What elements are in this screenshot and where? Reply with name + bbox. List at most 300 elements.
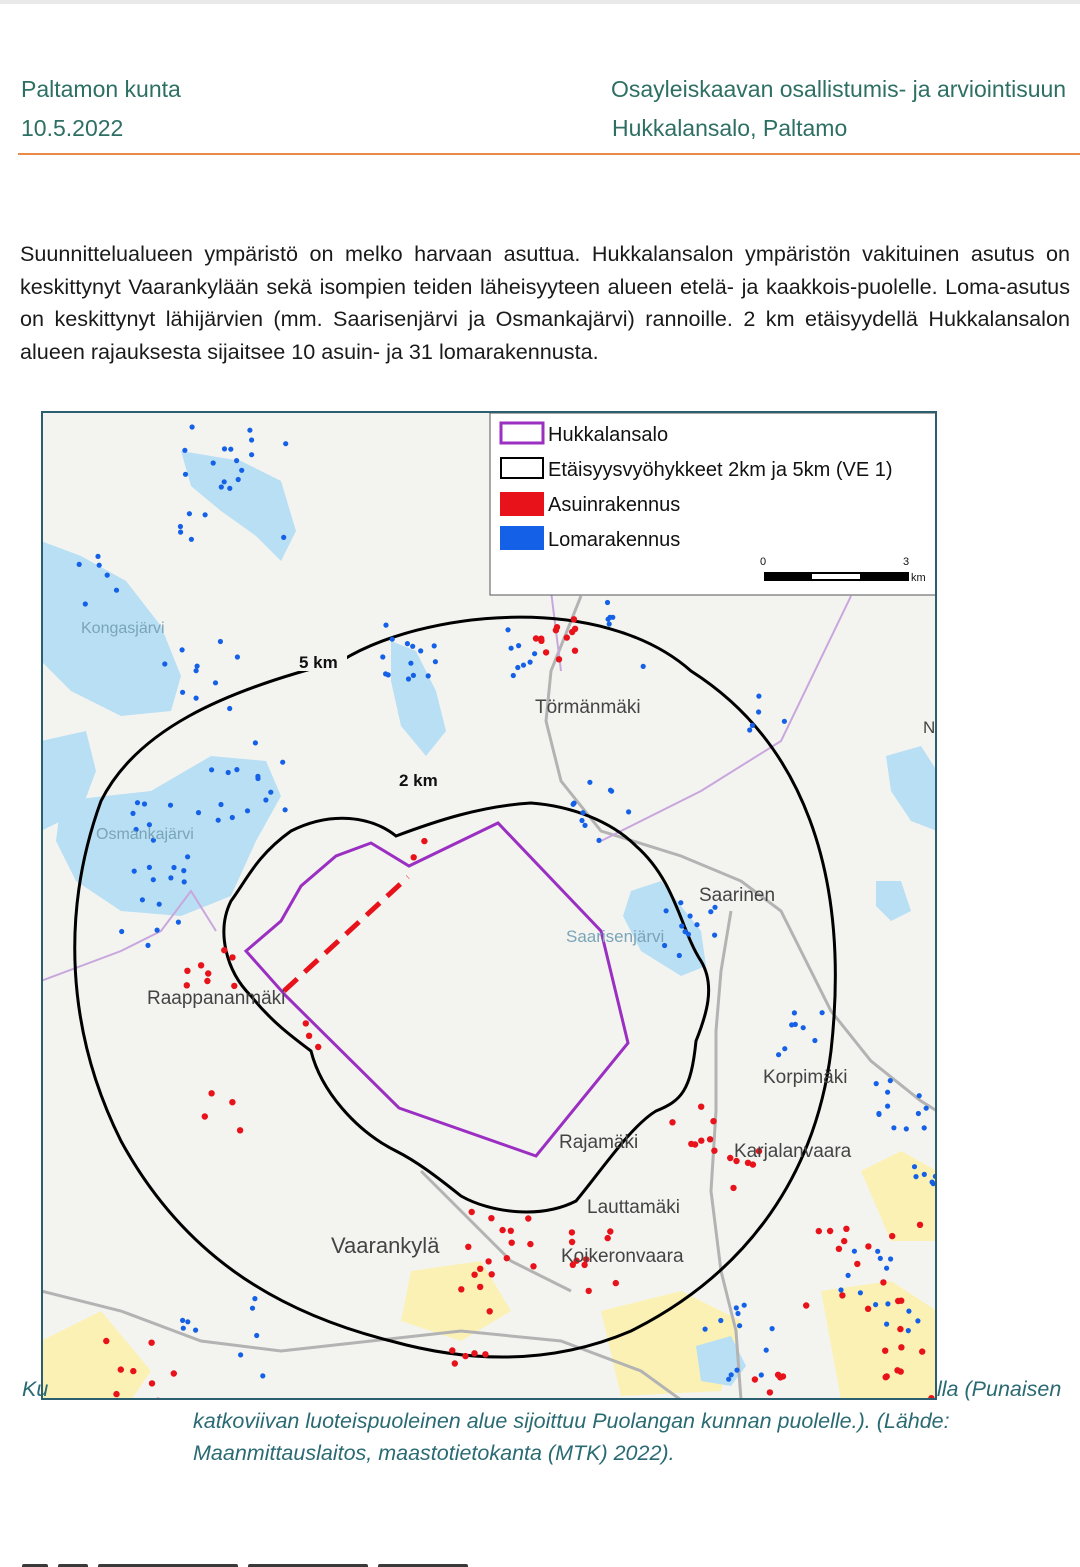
page-top-edge [0, 0, 1080, 4]
holiday-building-dot [260, 1373, 265, 1378]
holiday-building-dot [130, 811, 135, 816]
holiday-building-dot [180, 1318, 185, 1323]
holiday-building-dot [432, 643, 437, 648]
holiday-building-dot [245, 808, 250, 813]
holiday-building-dot [782, 1046, 787, 1051]
holiday-building-dot [268, 790, 273, 795]
holiday-building-dot [587, 780, 592, 785]
residential-building-dot [752, 1376, 758, 1382]
residential-building-dot [727, 1155, 733, 1161]
holiday-building-dot [168, 875, 173, 880]
residential-building-dot [543, 649, 549, 655]
holiday-building-dot [178, 530, 183, 535]
holiday-building-dot [703, 1327, 708, 1332]
holiday-building-dot [770, 1326, 775, 1331]
header-organization: Paltamon kunta [21, 76, 181, 102]
holiday-building-dot [852, 1249, 857, 1254]
holiday-building-dot [694, 922, 699, 927]
residential-building-dot [880, 1279, 886, 1285]
holiday-building-dot [253, 740, 258, 745]
holiday-building-dot [383, 623, 388, 628]
holiday-building-dot [180, 690, 185, 695]
residential-building-dot [865, 1243, 871, 1249]
scale-end: 3 [903, 556, 910, 568]
holiday-building-dot [756, 709, 761, 714]
holiday-building-dot [249, 437, 254, 442]
holiday-building-dot [664, 908, 669, 913]
holiday-building-dot [239, 468, 244, 473]
holiday-building-dot [433, 659, 438, 664]
holiday-building-dot [178, 524, 183, 529]
holiday-building-dot [884, 1322, 889, 1327]
place-raappananmaki: Raappananmäki [147, 988, 286, 1009]
edge-letter: N [923, 718, 936, 737]
holiday-building-dot [718, 1318, 723, 1323]
holiday-building-dot [209, 767, 214, 772]
holiday-building-dot [181, 1326, 186, 1331]
holiday-building-dot [405, 641, 410, 646]
residential-building-dot [171, 1370, 177, 1376]
residential-building-dot [306, 1033, 312, 1039]
header-document-title: Osayleiskaavan osallistumis- ja arviointisuun [611, 76, 1067, 102]
holiday-building-dot [789, 1022, 794, 1027]
scale-start: 0 [760, 556, 767, 568]
residential-building-dot [477, 1266, 483, 1272]
holiday-building-dot [888, 1078, 893, 1083]
holiday-building-dot [155, 928, 160, 933]
holiday-building-dot [252, 1296, 257, 1301]
holiday-building-dot [145, 943, 150, 948]
holiday-building-dot [582, 823, 587, 828]
residential-building-dot [471, 1350, 477, 1356]
holiday-building-dot [521, 663, 526, 668]
holiday-building-dot [904, 1126, 909, 1131]
residential-building-dot [816, 1228, 822, 1234]
zone-label-2km: 2 km [399, 771, 438, 790]
residential-building-dot [489, 1271, 495, 1277]
holiday-building-dot [888, 1256, 893, 1261]
scale-unit: km [911, 572, 926, 584]
residential-building-dot [854, 1261, 860, 1267]
residential-building-dot [898, 1298, 904, 1304]
zone-label-5km: 5 km [299, 653, 338, 672]
holiday-building-dot [238, 1352, 243, 1357]
residential-building-dot [130, 1368, 136, 1374]
residential-building-dot [750, 1161, 756, 1167]
holiday-building-dot [185, 1319, 190, 1324]
legend-label-residential: Asuinrakennus [548, 494, 681, 516]
holiday-building-dot [580, 810, 585, 815]
holiday-building-dot [906, 1328, 911, 1333]
legend-label-hukkalansalo: Hukkalansalo [548, 424, 669, 446]
holiday-building-dot [105, 573, 110, 578]
place-osmankajarvi: Osmankajärvi [96, 826, 194, 843]
residential-building-dot [148, 1340, 154, 1346]
holiday-building-dot [737, 1323, 742, 1328]
holiday-building-dot [114, 588, 119, 593]
residential-building-dot [572, 648, 578, 654]
place-korpimaki: Korpimäki [763, 1067, 848, 1088]
holiday-building-dot [235, 654, 240, 659]
holiday-building-dot [189, 537, 194, 542]
holiday-building-dot [234, 767, 239, 772]
holiday-building-dot [97, 563, 102, 568]
holiday-building-dot [505, 627, 510, 632]
residential-building-dot [767, 1389, 773, 1395]
holiday-building-dot [885, 1090, 890, 1095]
holiday-building-dot [157, 902, 162, 907]
holiday-building-dot [873, 1302, 878, 1307]
holiday-building-dot [95, 554, 100, 559]
place-lauttamaki: Lauttamäki [587, 1197, 680, 1218]
holiday-building-dot [515, 665, 520, 670]
holiday-building-dot [924, 1106, 929, 1111]
holiday-building-dot [922, 1172, 927, 1177]
residential-building-dot [669, 1119, 675, 1125]
residential-building-dot [839, 1292, 845, 1298]
caption-line1-left: Ku [22, 1377, 49, 1401]
residential-building-dot [452, 1360, 458, 1366]
residential-building-dot [458, 1286, 464, 1292]
holiday-building-dot [759, 1372, 764, 1377]
residential-building-dot [525, 1215, 531, 1221]
residential-building-dot [315, 1044, 321, 1050]
holiday-building-dot [712, 933, 717, 938]
holiday-building-dot [930, 1180, 935, 1185]
holiday-building-dot [255, 776, 260, 781]
holiday-building-dot [218, 639, 223, 644]
legend-swatch-residential [500, 492, 544, 516]
holiday-building-dot [801, 1025, 806, 1030]
residential-building-dot [527, 1241, 533, 1247]
holiday-building-dot [729, 1372, 734, 1377]
residential-building-dot [485, 1258, 491, 1264]
holiday-building-dot [607, 621, 612, 626]
holiday-building-dot [410, 644, 415, 649]
holiday-building-dot [249, 452, 254, 457]
holiday-building-dot [135, 800, 140, 805]
place-rajamaki: Rajamäki [559, 1132, 639, 1153]
place-kongasjarvi: Kongasjärvi [81, 620, 165, 637]
holiday-building-dot [386, 672, 391, 677]
residential-building-dot [564, 634, 570, 640]
holiday-building-dot [234, 458, 239, 463]
holiday-building-dot [838, 1287, 843, 1292]
place-tormanmaki: Törmänmäki [535, 697, 641, 718]
residential-building-dot [553, 627, 559, 633]
residential-building-dot [229, 954, 235, 960]
holiday-building-dot [916, 1111, 921, 1116]
holiday-building-dot [820, 1010, 825, 1015]
holiday-building-dot [227, 706, 232, 711]
holiday-building-dot [609, 789, 614, 794]
holiday-building-dot [782, 719, 787, 724]
place-vaarankyla: Vaarankylä [331, 1233, 440, 1258]
holiday-building-dot [688, 913, 693, 918]
residential-building-dot [113, 1391, 119, 1397]
residential-building-dot [898, 1344, 904, 1350]
holiday-building-dot [280, 760, 285, 765]
residential-building-dot [711, 1148, 717, 1154]
residential-building-dot [499, 1227, 505, 1233]
holiday-building-dot [532, 651, 537, 656]
legend-label-zones: Etäisyysvyöhykkeet 2km ja 5km (VE 1) [548, 459, 893, 481]
holiday-building-dot [195, 664, 200, 669]
holiday-building-dot [915, 1318, 920, 1323]
residential-building-dot [698, 1104, 704, 1110]
residential-building-dot [569, 629, 575, 635]
holiday-building-dot [283, 441, 288, 446]
residential-building-dot [303, 1020, 309, 1026]
holiday-building-dot [132, 869, 137, 874]
holiday-building-dot [641, 664, 646, 669]
holiday-building-dot [194, 696, 199, 701]
holiday-building-dot [219, 484, 224, 489]
holiday-building-dot [218, 802, 223, 807]
holiday-building-dot [906, 1309, 911, 1314]
caption-line3: Maanmittauslaitos, maastotietokanta (MTK) 2022). [193, 1441, 675, 1465]
residential-building-dot [803, 1302, 809, 1308]
holiday-building-dot [211, 460, 216, 465]
holiday-building-dot [878, 1256, 883, 1261]
holiday-building-dot [176, 920, 181, 925]
holiday-building-dot [734, 1305, 739, 1310]
holiday-building-dot [875, 1249, 880, 1254]
residential-building-dot [184, 968, 190, 974]
holiday-building-dot [140, 897, 145, 902]
residential-building-dot [897, 1326, 903, 1332]
holiday-building-dot [147, 865, 152, 870]
holiday-building-dot [626, 809, 631, 814]
residential-building-dot [692, 1141, 698, 1147]
residential-building-dot [205, 970, 211, 976]
residential-building-dot [841, 1238, 847, 1244]
residential-building-dot [586, 1288, 592, 1294]
holiday-building-dot [884, 1266, 889, 1271]
holiday-building-dot [228, 447, 233, 452]
holiday-building-dot [726, 1377, 731, 1382]
holiday-building-dot [119, 929, 124, 934]
holiday-building-dot [185, 854, 190, 859]
holiday-building-dot [922, 1125, 927, 1130]
holiday-building-dot [858, 1290, 863, 1295]
holiday-building-dot [183, 472, 188, 477]
holiday-building-dot [764, 1348, 769, 1353]
residential-building-dot [449, 1347, 455, 1353]
holiday-building-dot [254, 1333, 259, 1338]
holiday-building-dot [283, 807, 288, 812]
holiday-building-dot [917, 1093, 922, 1098]
residential-building-dot [533, 635, 539, 641]
residential-building-dot [569, 1229, 575, 1235]
residential-building-dot [237, 1127, 243, 1133]
residential-building-dot [103, 1338, 109, 1344]
residential-building-dot [488, 1215, 494, 1221]
holiday-building-dot [735, 1311, 740, 1316]
holiday-building-dot [83, 601, 88, 606]
holiday-building-dot [180, 647, 185, 652]
holiday-building-dot [747, 727, 752, 732]
residential-building-dot [221, 947, 227, 953]
residential-building-dot [917, 1222, 923, 1228]
holiday-building-dot [511, 673, 516, 678]
residential-building-dot [149, 1380, 155, 1386]
holiday-building-dot [380, 654, 385, 659]
holiday-building-dot [912, 1164, 917, 1169]
holiday-building-dot [418, 648, 423, 653]
holiday-building-dot [885, 1301, 890, 1306]
residential-building-dot [865, 1306, 871, 1312]
residential-building-dot [487, 1308, 493, 1314]
place-koikeronvaara: Koikeronvaara [561, 1246, 684, 1267]
residential-building-dot [698, 1138, 704, 1144]
header-location: Hukkalansalo, Paltamo [612, 115, 848, 141]
holiday-building-dot [913, 1174, 918, 1179]
holiday-building-dot [390, 637, 395, 642]
residential-building-dot [571, 616, 577, 622]
body-paragraph: Suunnittelualueen ympäristö on melko harvaan asuttua. Hukkalansalon ympäristön vakituinen asutus on keskittynyt Vaarankylään sekä isompien teiden läheisyyteen alueen etelä- ja kaakkois-puolelle. Loma-asutus on keskittynyt lähijärvien (mm. Saarisenjärvi ja Osmankajärvi) rannoille. 2 km etäisyydellä Hukkalansalon alueen rajauksesta sijaitsee 10 asuin- ja 31 lomarakennusta. [20, 241, 1070, 364]
holiday-building-dot [213, 680, 218, 685]
holiday-building-dot [196, 810, 201, 815]
residential-building-dot [827, 1228, 833, 1234]
holiday-building-dot [168, 803, 173, 808]
residential-building-dot [707, 1136, 713, 1142]
residential-building-dot [730, 1185, 736, 1191]
header-date: 10.5.2022 [21, 115, 124, 141]
next-heading-clipped [22, 1556, 502, 1567]
residential-building-dot [843, 1226, 849, 1232]
holiday-building-dot [605, 600, 610, 605]
residential-building-dot [465, 1244, 471, 1250]
holiday-building-dot [281, 535, 286, 540]
residential-building-dot [882, 1348, 888, 1354]
holiday-building-dot [187, 511, 192, 516]
holiday-building-dot [876, 1111, 881, 1116]
residential-building-dot [613, 1280, 619, 1286]
holiday-building-dot [411, 673, 416, 678]
holiday-building-dot [236, 477, 241, 482]
residential-building-dot [482, 1351, 488, 1357]
holiday-building-dot [516, 643, 521, 648]
residential-building-dot [504, 1255, 510, 1261]
holiday-building-dot [230, 815, 235, 820]
legend-label-holiday: Lomarakennus [548, 529, 681, 551]
holiday-building-dot [406, 676, 411, 681]
residential-building-dot [556, 656, 562, 662]
holiday-building-dot [734, 1368, 739, 1373]
holiday-building-dot [247, 428, 252, 433]
holiday-building-dot [162, 661, 167, 666]
holiday-building-dot [203, 512, 208, 517]
residential-building-dot [710, 1118, 716, 1124]
residential-building-dot [477, 1284, 483, 1290]
residential-building-dot [889, 1233, 895, 1239]
residential-building-dot [471, 1272, 477, 1278]
holiday-building-dot [846, 1273, 851, 1278]
holiday-building-dot [142, 801, 147, 806]
residential-building-dot [508, 1228, 514, 1234]
residential-building-dot [777, 1374, 783, 1380]
residential-building-dot [605, 1235, 611, 1241]
caption-line1-right: lla (Punaisen [937, 1377, 1062, 1401]
residential-building-dot [530, 1263, 536, 1269]
holiday-building-dot [227, 486, 232, 491]
holiday-building-dot [607, 615, 612, 620]
holiday-building-dot [571, 802, 576, 807]
residential-building-dot [208, 1090, 214, 1096]
holiday-building-dot [750, 723, 755, 728]
holiday-building-dot [226, 770, 231, 775]
place-saarinen: Saarinen [699, 885, 776, 906]
residential-building-dot [569, 1239, 575, 1245]
holiday-building-dot [509, 646, 514, 651]
residential-building-dot [411, 854, 417, 860]
residential-building-dot [421, 838, 427, 844]
residential-building-dot [462, 1353, 468, 1359]
holiday-building-dot [222, 479, 227, 484]
holiday-building-dot [874, 1081, 879, 1086]
residential-building-dot [919, 1348, 925, 1354]
holiday-building-dot [151, 877, 156, 882]
residential-building-dot [509, 1240, 515, 1246]
holiday-building-dot [776, 1052, 781, 1057]
holiday-building-dot [194, 668, 199, 673]
holiday-building-dot [426, 673, 431, 678]
legend-swatch-holiday [500, 526, 544, 550]
holiday-building-dot [708, 909, 713, 914]
holiday-building-dot [528, 660, 533, 665]
residential-building-dot [204, 978, 210, 984]
place-saarisenjarvi: Saarisenjärvi [566, 927, 665, 946]
holiday-building-dot [677, 953, 682, 958]
holiday-building-dot [408, 661, 413, 666]
caption-line2: katkoviivan luoteispuoleinen alue sijoittuu Puolangan kunnan puolelle.). (Lähde: [193, 1409, 950, 1433]
holiday-building-dot [182, 448, 187, 453]
holiday-building-dot [679, 923, 684, 928]
residential-building-dot [469, 1209, 475, 1215]
holiday-building-dot [182, 879, 187, 884]
residential-building-dot [118, 1366, 124, 1372]
holiday-building-dot [756, 694, 761, 699]
holiday-building-dot [263, 797, 268, 802]
place-karjalanvaara: Karjalanvaara [734, 1141, 852, 1162]
header-divider [18, 153, 1080, 155]
holiday-building-dot [222, 446, 227, 451]
holiday-building-dot [216, 818, 221, 823]
holiday-building-dot [190, 424, 195, 429]
map-legend [490, 413, 936, 595]
settlement-map [41, 411, 937, 1400]
residential-building-dot [202, 1113, 208, 1119]
holiday-building-dot [686, 932, 691, 937]
holiday-building-dot [193, 1328, 198, 1333]
holiday-building-dot [678, 900, 683, 905]
holiday-building-dot [891, 1125, 896, 1130]
residential-building-dot [883, 1374, 889, 1380]
holiday-building-dot [579, 818, 584, 823]
holiday-building-dot [812, 1038, 817, 1043]
holiday-building-dot [885, 1104, 890, 1109]
holiday-building-dot [171, 865, 176, 870]
holiday-building-dot [792, 1010, 797, 1015]
residential-building-dot [229, 1099, 235, 1105]
residential-building-dot [836, 1246, 842, 1252]
holiday-building-dot [596, 838, 601, 843]
holiday-building-dot [77, 562, 82, 567]
holiday-building-dot [742, 1303, 747, 1308]
holiday-building-dot [250, 1306, 255, 1311]
residential-building-dot [898, 1368, 904, 1374]
